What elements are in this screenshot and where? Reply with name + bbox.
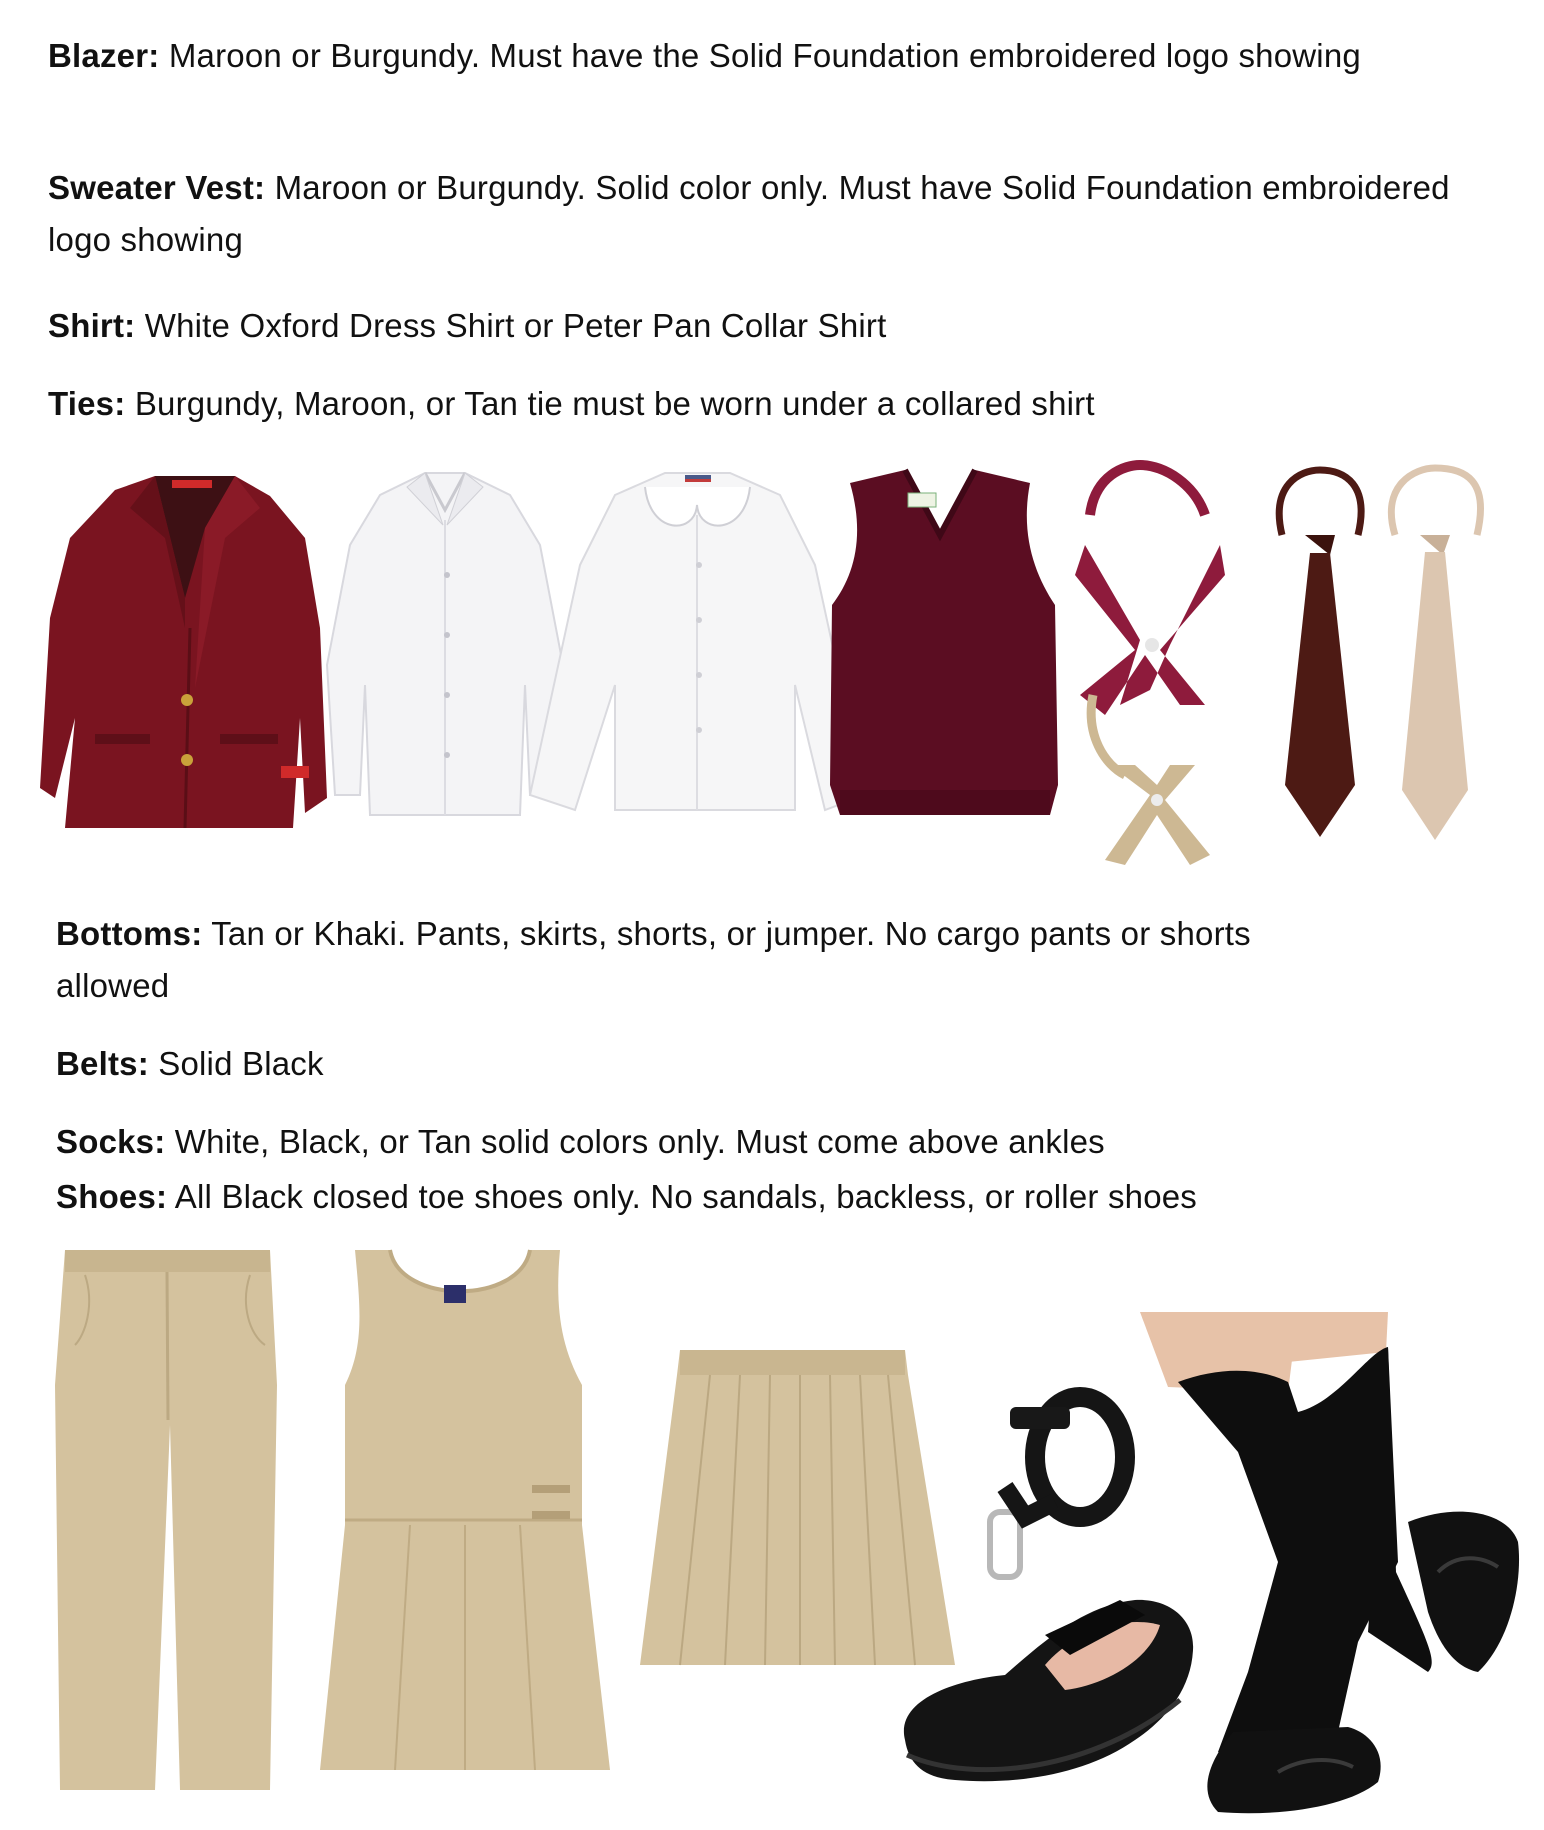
rule-belts <box>56 1038 1506 1090</box>
rule-sweater-vest <box>48 162 1498 266</box>
khaki-pants-image <box>55 1245 285 1795</box>
khaki-jumper-image <box>320 1245 615 1780</box>
rule-label: Sweater Vest: <box>48 169 266 206</box>
rule-label: Belts: <box>56 1045 149 1082</box>
maroon-sweater-vest-image <box>820 465 1060 825</box>
black-belt-image <box>985 1392 1135 1582</box>
rule-ties <box>48 378 1498 430</box>
rule-text: Solid Black <box>158 1045 324 1082</box>
rule-socks <box>56 1116 1536 1168</box>
tan-zipper-tie-image <box>1380 460 1490 850</box>
crossover-ties-image <box>1065 465 1245 875</box>
rule-label: Socks: <box>56 1123 166 1160</box>
rule-label: Shirt: <box>48 307 136 344</box>
rule-label: Shoes: <box>56 1178 168 1215</box>
rule-label: Ties: <box>48 385 126 422</box>
maroon-blazer-image <box>35 468 335 833</box>
peter-pan-collar-shirt-image <box>525 465 870 835</box>
rule-text: White Oxford Dress Shirt or Peter Pan Collar Shirt <box>144 307 887 344</box>
rule-blazer <box>48 30 1428 82</box>
rule-text: White, Black, or Tan solid colors only. Must come above ankles <box>174 1123 1105 1160</box>
black-knee-socks-and-loafers-image <box>1138 1312 1523 1817</box>
rule-shirt <box>48 300 1498 352</box>
rule-text: All Black closed toe shoes only. No sandals, backless, or roller shoes <box>174 1178 1198 1215</box>
rule-shoes <box>56 1171 1536 1223</box>
brown-zipper-tie-image <box>1270 465 1370 845</box>
rule-bottoms <box>56 908 1356 1012</box>
rule-text: Tan or Khaki. Pants, skirts, shorts, or jumper. No cargo pants or shorts allowed <box>56 915 1251 1004</box>
rule-text: Maroon or Burgundy. Solid color only. Must have Solid Foundation embroidered logo showing <box>48 169 1450 258</box>
rule-text: Maroon or Burgundy. Must have the Solid Foundation embroidered logo showing <box>168 37 1361 74</box>
rule-text: Burgundy, Maroon, or Tan tie must be worn under a collared shirt <box>134 385 1095 422</box>
rule-label: Blazer: <box>48 37 160 74</box>
rule-label: Bottoms: <box>56 915 203 952</box>
